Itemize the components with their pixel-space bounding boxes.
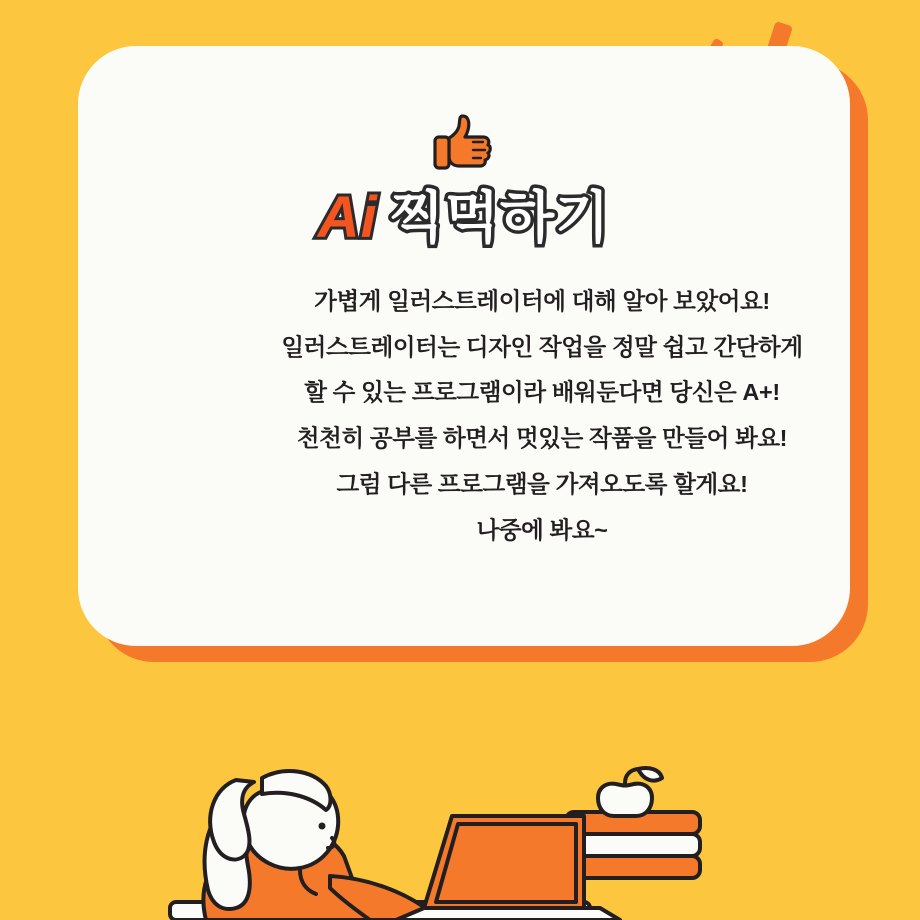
apple bbox=[598, 768, 662, 816]
body-line: 천천히 공부를 하면서 멋있는 작품을 만들어 봐요! bbox=[296, 425, 788, 452]
speech-bubble bbox=[78, 46, 850, 646]
title-accent: Ai bbox=[317, 185, 378, 250]
body-line: 그럼 다른 프로그램을 가져오도록 할게요! bbox=[336, 470, 748, 497]
eye bbox=[319, 823, 326, 830]
body-line: 나중에 봐요~ bbox=[476, 516, 608, 543]
body-copy bbox=[156, 286, 920, 546]
title-main: 찍먹하기 bbox=[389, 186, 611, 249]
body-line: 할 수 있는 프로그램이라 배워둔다면 당신은 A+! bbox=[304, 379, 780, 406]
page-title bbox=[78, 186, 850, 250]
thumbs-up-icon bbox=[429, 112, 499, 176]
body-line: 일러스트레이터는 디자인 작업을 정말 쉽고 간단하게 bbox=[281, 333, 803, 360]
body-line: 가볍게 일러스트레이터에 대해 알아 보았어요! bbox=[314, 288, 770, 314]
woman-with-laptop-illustration bbox=[0, 620, 920, 920]
